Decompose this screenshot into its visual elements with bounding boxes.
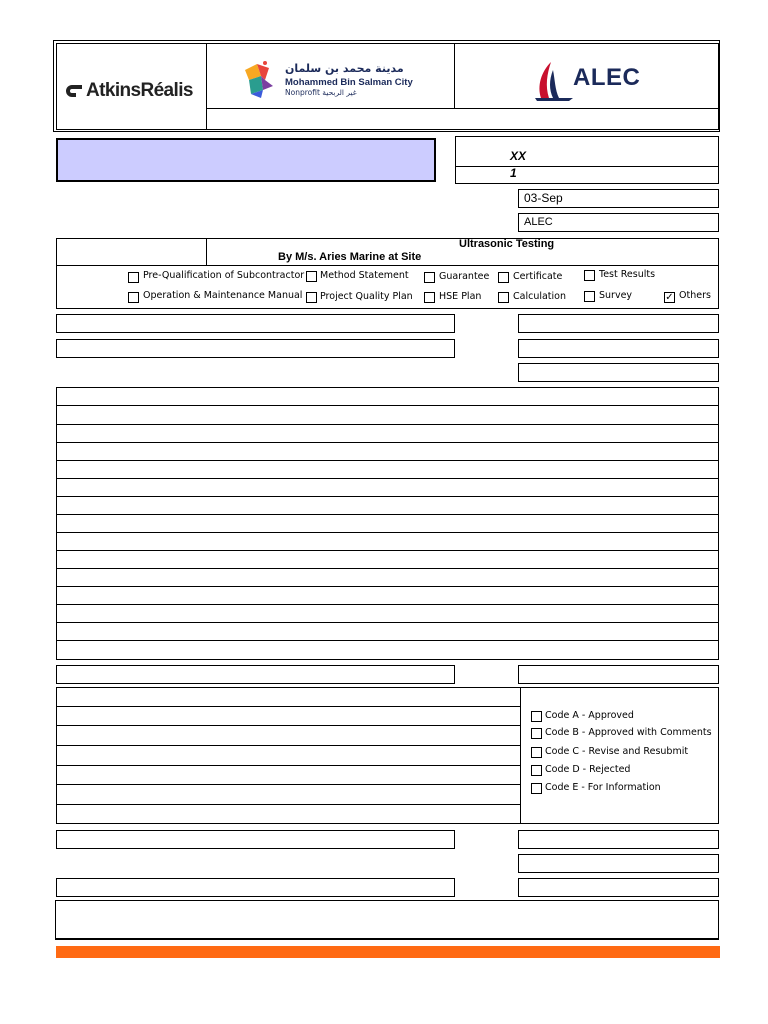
- field-left-6[interactable]: [56, 878, 455, 897]
- label-code-e: Code E - For Information: [545, 782, 661, 793]
- footer-bar: [56, 946, 720, 958]
- checkbox-method-statement[interactable]: [306, 271, 317, 282]
- contractor-field[interactable]: ALEC: [518, 213, 719, 232]
- label-code-b: Code B - Approved with Comments: [545, 727, 712, 738]
- mbs-arabic: مدينة محمد بن سلمان: [285, 62, 404, 75]
- atkins-wordmark: AtkinsRéalis: [86, 80, 193, 101]
- checkbox-code-a[interactable]: [531, 711, 542, 722]
- checkbox-test-results[interactable]: [584, 270, 595, 281]
- label-others: Others: [679, 290, 711, 301]
- checkbox-survey[interactable]: [584, 291, 595, 302]
- field-left-1[interactable]: [56, 314, 455, 333]
- alec-sail-icon: [533, 60, 575, 102]
- ref-box: [455, 136, 719, 184]
- field-right-7[interactable]: [518, 878, 719, 897]
- checkbox-calculation[interactable]: [498, 292, 509, 303]
- mbs-english: Mohammed Bin Salman City: [285, 77, 413, 88]
- checkbox-certificate[interactable]: [498, 272, 509, 283]
- subject-line2: By M/s. Aries Marine at Site: [278, 251, 422, 263]
- label-project-quality-plan: Project Quality Plan: [320, 291, 413, 302]
- checkmark-icon: ✓: [665, 292, 674, 303]
- label-code-a: Code A - Approved: [545, 710, 634, 721]
- label-certificate: Certificate: [513, 271, 563, 282]
- checkbox-guarantee[interactable]: [424, 272, 435, 283]
- date-field[interactable]: 03-Sep: [518, 189, 719, 208]
- label-calculation: Calculation: [513, 291, 566, 302]
- field-right-2[interactable]: [518, 339, 719, 358]
- mbs-mark-icon: [241, 60, 277, 100]
- checkbox-project-quality-plan[interactable]: [306, 292, 317, 303]
- label-guarantee: Guarantee: [439, 271, 490, 282]
- field-right-5[interactable]: [518, 830, 719, 849]
- subject-line1: Ultrasonic Testing: [459, 238, 555, 250]
- field-right-3[interactable]: [518, 363, 719, 382]
- field-left-4[interactable]: [56, 665, 455, 684]
- atkins-mark-icon: [64, 82, 84, 100]
- label-om-manual: Operation & Maintenance Manual: [143, 290, 303, 301]
- title-fill-box: [56, 138, 436, 182]
- checkbox-code-d[interactable]: [531, 765, 542, 776]
- checkbox-hse-plan[interactable]: [424, 292, 435, 303]
- checkbox-prequalification[interactable]: [128, 272, 139, 283]
- mbs-city-logo: [241, 60, 421, 102]
- label-test-results: Test Results: [599, 269, 656, 280]
- ref-value: XX: [510, 149, 527, 163]
- label-prequalification: Pre-Qualification of Subcontractor: [143, 270, 305, 281]
- label-hse-plan: HSE Plan: [439, 291, 482, 302]
- checkbox-others[interactable]: [664, 292, 675, 303]
- label-code-d: Code D - Rejected: [545, 764, 631, 775]
- checkbox-code-e[interactable]: [531, 783, 542, 794]
- block-1: [56, 387, 719, 443]
- field-right-6[interactable]: [518, 854, 719, 873]
- field-left-2[interactable]: [56, 339, 455, 358]
- label-method-statement: Method Statement: [320, 270, 409, 281]
- alec-logo: [533, 60, 653, 102]
- lined-area[interactable]: [56, 442, 719, 660]
- checkbox-code-b[interactable]: [531, 728, 542, 739]
- field-right-4[interactable]: [518, 665, 719, 684]
- label-survey: Survey: [599, 290, 633, 301]
- label-code-c: Code C - Revise and Resubmit: [545, 746, 689, 757]
- mbs-sub: Nonprofit غير الربحية: [285, 88, 357, 97]
- checkbox-code-c[interactable]: [531, 747, 542, 758]
- checkbox-om-manual[interactable]: [128, 292, 139, 303]
- revision-value: 1: [510, 166, 517, 180]
- field-left-5[interactable]: [56, 830, 455, 849]
- comments-box[interactable]: [55, 900, 719, 940]
- field-right-1[interactable]: [518, 314, 719, 333]
- alec-wordmark: ALEC: [573, 64, 641, 91]
